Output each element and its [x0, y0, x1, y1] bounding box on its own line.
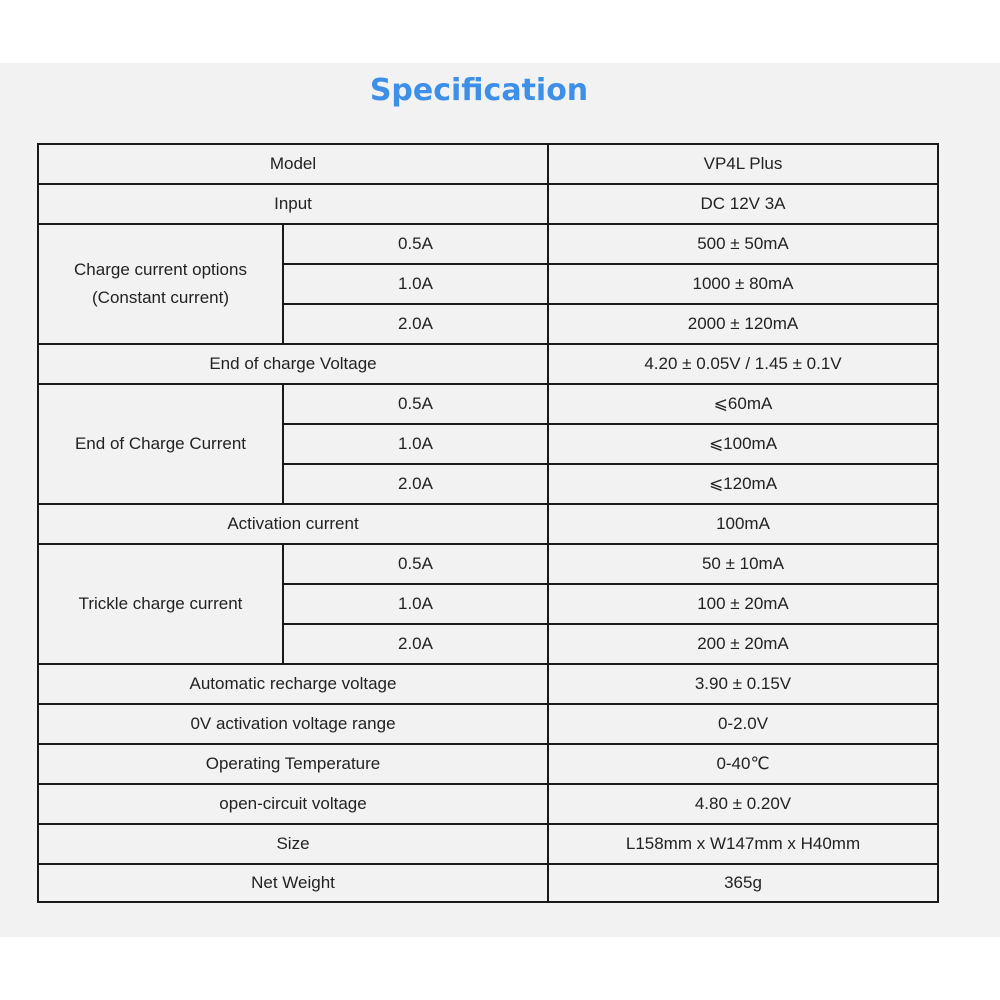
spec-label: Input: [38, 184, 548, 224]
spec-label: 0V activation voltage range: [38, 704, 548, 744]
table-row: [38, 384, 938, 424]
table-row: [38, 344, 938, 384]
spec-table: [37, 143, 939, 903]
spec-option: 0.5A: [283, 384, 548, 424]
spec-label: open-circuit voltage: [38, 784, 548, 824]
spec-option: 1.0A: [283, 584, 548, 624]
spec-value: 200 ± 20mA: [548, 624, 938, 664]
table-row: [38, 184, 938, 224]
spec-option: 0.5A: [283, 544, 548, 584]
table-row: [38, 864, 938, 902]
spec-group-label: [38, 224, 283, 344]
table-row: [38, 144, 938, 184]
spec-value: ⩽60mA: [548, 384, 938, 424]
spec-label: Activation current: [38, 504, 548, 544]
spec-label: Automatic recharge voltage: [38, 664, 548, 704]
spec-group-label-line: (Constant current): [92, 288, 229, 307]
table-row: [38, 664, 938, 704]
spec-group-label: Trickle charge current: [38, 544, 283, 664]
table-row: [38, 704, 938, 744]
table-row: [38, 544, 938, 584]
spec-value: 4.20 ± 0.05V / 1.45 ± 0.1V: [548, 344, 938, 384]
table-row: [38, 784, 938, 824]
spec-value: 50 ± 10mA: [548, 544, 938, 584]
spec-label: Size: [38, 824, 548, 864]
spec-value: 100 ± 20mA: [548, 584, 938, 624]
spec-value: 0-40℃: [548, 744, 938, 784]
table-row: [38, 824, 938, 864]
spec-option: 2.0A: [283, 464, 548, 504]
spec-label: Model: [38, 144, 548, 184]
spec-value: VP4L Plus: [548, 144, 938, 184]
spec-value: 1000 ± 80mA: [548, 264, 938, 304]
spec-option: 1.0A: [283, 424, 548, 464]
spec-value: 500 ± 50mA: [548, 224, 938, 264]
spec-group-label-line: Charge current options: [74, 260, 247, 279]
page-title: Specification: [369, 73, 589, 108]
spec-value: 365g: [548, 864, 938, 902]
spec-option: 2.0A: [283, 624, 548, 664]
table-row: [38, 504, 938, 544]
spec-value: DC 12V 3A: [548, 184, 938, 224]
spec-value: 2000 ± 120mA: [548, 304, 938, 344]
spec-value: L158mm x W147mm x H40mm: [548, 824, 938, 864]
spec-option: 1.0A: [283, 264, 548, 304]
spec-value: ⩽100mA: [548, 424, 938, 464]
spec-label: End of charge Voltage: [38, 344, 548, 384]
spec-label: Net Weight: [38, 864, 548, 902]
table-row: [38, 224, 938, 264]
spec-label: Operating Temperature: [38, 744, 548, 784]
spec-value: 3.90 ± 0.15V: [548, 664, 938, 704]
spec-option: 0.5A: [283, 224, 548, 264]
spec-value: 0-2.0V: [548, 704, 938, 744]
spec-option: 2.0A: [283, 304, 548, 344]
spec-value: 4.80 ± 0.20V: [548, 784, 938, 824]
spec-value: ⩽120mA: [548, 464, 938, 504]
spec-group-label: End of Charge Current: [38, 384, 283, 504]
table-row: [38, 744, 938, 784]
spec-value: 100mA: [548, 504, 938, 544]
